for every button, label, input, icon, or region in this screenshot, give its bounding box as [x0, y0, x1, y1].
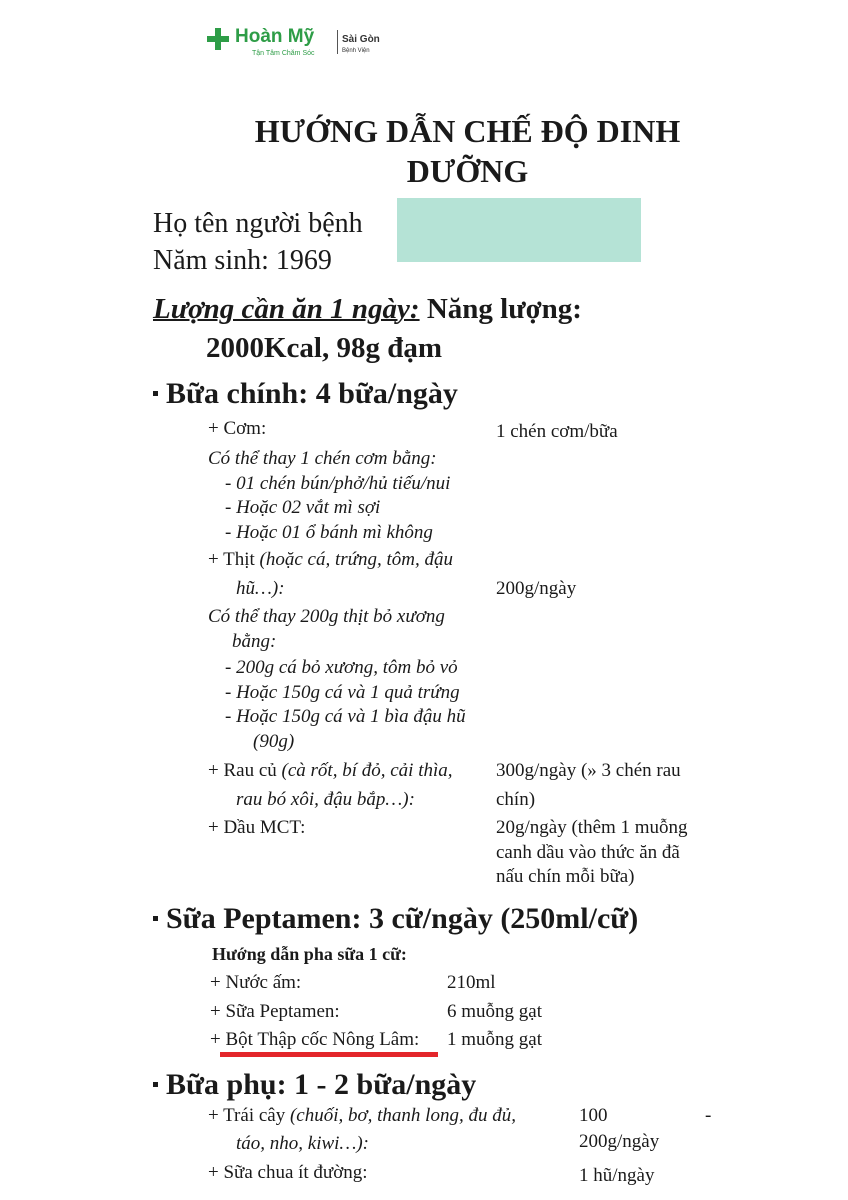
meat-substitute-3-cont: (90g) — [253, 731, 295, 752]
meat-substitute-3: - Hoặc 150g cá và 1 bìa đậu hũ — [225, 706, 466, 727]
rice-substitute-3: - Hoặc 01 ổ bánh mì không — [225, 522, 433, 543]
meat-substitute-title-cont: bằng: — [232, 631, 277, 652]
meat-label — [208, 549, 453, 571]
fruit-label — [208, 1105, 516, 1127]
mct-oil-amount-2: canh dầu vào thức ăn đã — [496, 842, 680, 863]
meat-amount: 200g/ngày — [496, 578, 577, 599]
warm-water-amount: 210ml — [447, 972, 496, 993]
red-highlight-underline — [220, 1052, 438, 1057]
logo-tagline: Tận Tâm Chăm Sóc — [252, 50, 315, 57]
page-title-line2: DƯỠNG — [406, 153, 529, 189]
bullet-icon — [153, 916, 158, 921]
mct-oil-amount-1: 20g/ngày (thêm 1 muỗng — [496, 817, 688, 838]
rice-substitute-1: - 01 chén bún/phở/hủ tiếu/nui — [225, 473, 451, 494]
fruit-amount-2: 200g/ngày — [579, 1131, 660, 1152]
bullet-icon — [153, 1082, 158, 1087]
milk-heading — [153, 902, 638, 936]
mct-oil-label: + Dầu MCT: — [208, 817, 306, 838]
snacks-heading — [153, 1068, 476, 1102]
logo-name: Hoàn Mỹ — [235, 26, 315, 47]
patient-name-label: Họ tên người bệnh — [153, 208, 363, 239]
warm-water-label: + Nước ấm: — [210, 972, 302, 993]
cereal-label: + Bột Thập cốc Nông Lâm: — [210, 1029, 420, 1050]
meat-label-examples: (hoặc cá, trứng, tôm, đậu — [259, 549, 454, 570]
bullet-icon — [153, 391, 158, 396]
redacted-patient-name — [397, 198, 641, 262]
yogurt-label: + Sữa chua ít đường: — [208, 1162, 368, 1183]
logo-divider — [337, 30, 338, 54]
meat-substitute-2: - Hoặc 150g cá và 1 quả trứng — [225, 682, 460, 703]
daily-requirement-energy-label: Năng lượng: — [419, 293, 582, 325]
yogurt-amount: 1 hũ/ngày — [579, 1165, 655, 1186]
logo-subtitle: Bệnh Viện — [342, 48, 370, 54]
daily-requirement-lead: Lượng cần ăn 1 ngày: — [153, 293, 420, 325]
meat-substitute-1: - 200g cá bỏ xương, tôm bỏ vỏ — [225, 657, 458, 678]
main-meals-heading — [153, 377, 458, 411]
vegetables-label-plain: + Rau củ — [208, 760, 282, 781]
fruit-amount-1: 100 — [579, 1105, 608, 1126]
meat-substitute-title: Có thể thay 200g thịt bỏ xương — [208, 606, 445, 627]
fruit-amount-dash: - — [705, 1105, 712, 1126]
rice-substitute-title: Có thể thay 1 chén cơm bằng: — [208, 448, 437, 469]
cereal-amount: 1 muỗng gạt — [447, 1029, 542, 1050]
hospital-logo — [205, 26, 385, 62]
vegetables-amount-cont: chín) — [496, 789, 536, 810]
daily-requirement-line1 — [153, 293, 582, 326]
rice-amount: 1 chén cơm/bữa — [496, 421, 618, 442]
milk-heading-text: Sữa Peptamen: 3 cữ/ngày (250ml/cữ) — [166, 902, 639, 935]
meat-label-plain: + Thịt — [208, 549, 260, 570]
rice-substitute-2: - Hoặc 02 vắt mì sợi — [225, 497, 381, 518]
patient-birth-year: Năm sinh: 1969 — [153, 245, 332, 276]
vegetables-label — [208, 760, 453, 782]
medical-cross-icon — [207, 28, 229, 50]
peptamen-amount: 6 muỗng gạt — [447, 1001, 542, 1022]
vegetables-label-cont: rau bó xôi, đậu bắp…): — [236, 789, 415, 810]
daily-requirement-line2: 2000Kcal, 98g đạm — [206, 332, 443, 364]
rice-label: + Cơm: — [208, 418, 267, 439]
meat-label-cont: hũ…): — [236, 578, 285, 599]
vegetables-label-examples: (cà rốt, bí đỏ, cải thìa, — [281, 760, 453, 781]
logo-city: Sài Gòn — [342, 34, 380, 45]
peptamen-label: + Sữa Peptamen: — [210, 1001, 340, 1022]
fruit-label-plain: + Trái cây — [208, 1105, 290, 1126]
page-title-line1: HƯỚNG DẪN CHẾ ĐỘ DINH — [254, 113, 681, 149]
mct-oil-amount-3: nấu chín mỗi bữa) — [496, 866, 635, 887]
fruit-label-examples: (chuối, bơ, thanh long, đu đủ, — [289, 1105, 516, 1126]
main-meals-heading-text: Bữa chính: 4 bữa/ngày — [166, 377, 458, 410]
vegetables-amount: 300g/ngày (» 3 chén rau — [496, 760, 681, 781]
milk-prep-title: Hướng dẫn pha sữa 1 cữ: — [212, 944, 407, 964]
snacks-heading-text: Bữa phụ: 1 - 2 bữa/ngày — [166, 1068, 477, 1101]
fruit-label-cont: táo, nho, kiwi…): — [236, 1133, 369, 1154]
